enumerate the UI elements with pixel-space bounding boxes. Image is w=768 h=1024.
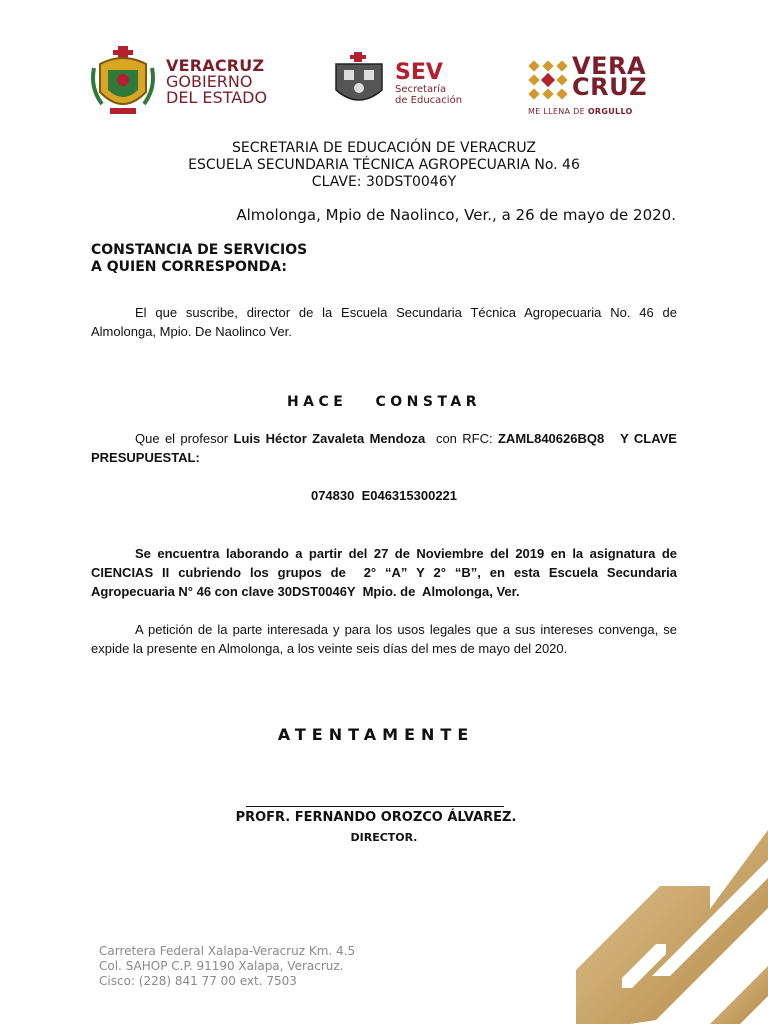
- signatory-role: DIRECTOR.: [350, 831, 418, 844]
- teacher-paragraph: Que el profesor Luis Héctor Zavaleta Mendoza con RFC: ZAML840626BQ8 Y CLAVE PRESUPUESTAL:: [91, 431, 681, 465]
- veracruz-pattern-icon: [526, 58, 570, 102]
- working-statement: Se encuentra laborando a partir del 27 de Noviembre del 2019 en la asignatura de CIENCIAS II cubriendo los grupos de 2° “A” Y 2° “B”, en esta Escuela Secundaria Agropecuaria N° 46 con clave 30DST0046Y Mpio. de Almolonga, Ver.: [91, 546, 681, 599]
- teacher-name: Luis Héctor Zavaleta Mendoza: [233, 431, 426, 446]
- coat-of-arms-icon: [88, 44, 158, 120]
- closing-paragraph: A petición de la parte interesada y para los usos legales que a sus intereses convenga, se expide la presente en Almolonga, a los veinte seis días del mes de mayo del 2020.: [91, 622, 677, 656]
- clave-presupuestal: 074830 E046315300221: [310, 488, 458, 503]
- rfc-value: ZAML840626BQ8 Y CLAVE PRESUPUESTAL:: [91, 431, 681, 465]
- institution-line-1: SECRETARIA DE EDUCACIÓN DE VERACRUZ: [232, 140, 536, 156]
- decorative-fret-pattern: [560, 830, 768, 1024]
- veracruz-tagline: ME LLENA DE ORGULLO: [528, 107, 633, 116]
- intro-paragraph: El que suscribe, director de la Escuela Secundaria Técnica Agropecuaria No. 46 de Almolonga, Mpio. De Naolinco Ver.: [91, 305, 677, 339]
- document-title: CONSTANCIA DE SERVICIOS A QUIEN CORRESPONDA:: [91, 242, 308, 275]
- institution-line-3: CLAVE: 30DST0046Y: [311, 174, 457, 190]
- atentamente-heading: ATENTAMENTE: [277, 725, 475, 744]
- sev-shield-icon: [330, 50, 388, 110]
- hace-constar-heading: HACE CONSTAR: [286, 394, 482, 410]
- gobierno-logo-text: VERACRUZ GOBIERNO DEL ESTADO: [166, 56, 268, 107]
- institution-line-2: ESCUELA SECUNDARIA TÉCNICA AGROPECUARIA No. 46: [188, 157, 580, 173]
- sev-logo-text: SEV Secretaría de Educación: [395, 60, 463, 106]
- footer-address: Carretera Federal Xalapa-Veracruz Km. 4.5 Col. SAHOP C.P. 91190 Xalapa, Veracruz. Cisco: (228) 841 77 00 ext. 7503: [99, 944, 356, 988]
- signatory-name: PROFR. FERNANDO OROZCO ÁLVAREZ.: [235, 810, 517, 825]
- signature-line: [246, 806, 504, 807]
- veracruz-logo-text: VERA CRUZ: [572, 52, 647, 101]
- date-line: Almolonga, Mpio de Naolinco, Ver., a 26 de mayo de 2020.: [236, 206, 676, 224]
